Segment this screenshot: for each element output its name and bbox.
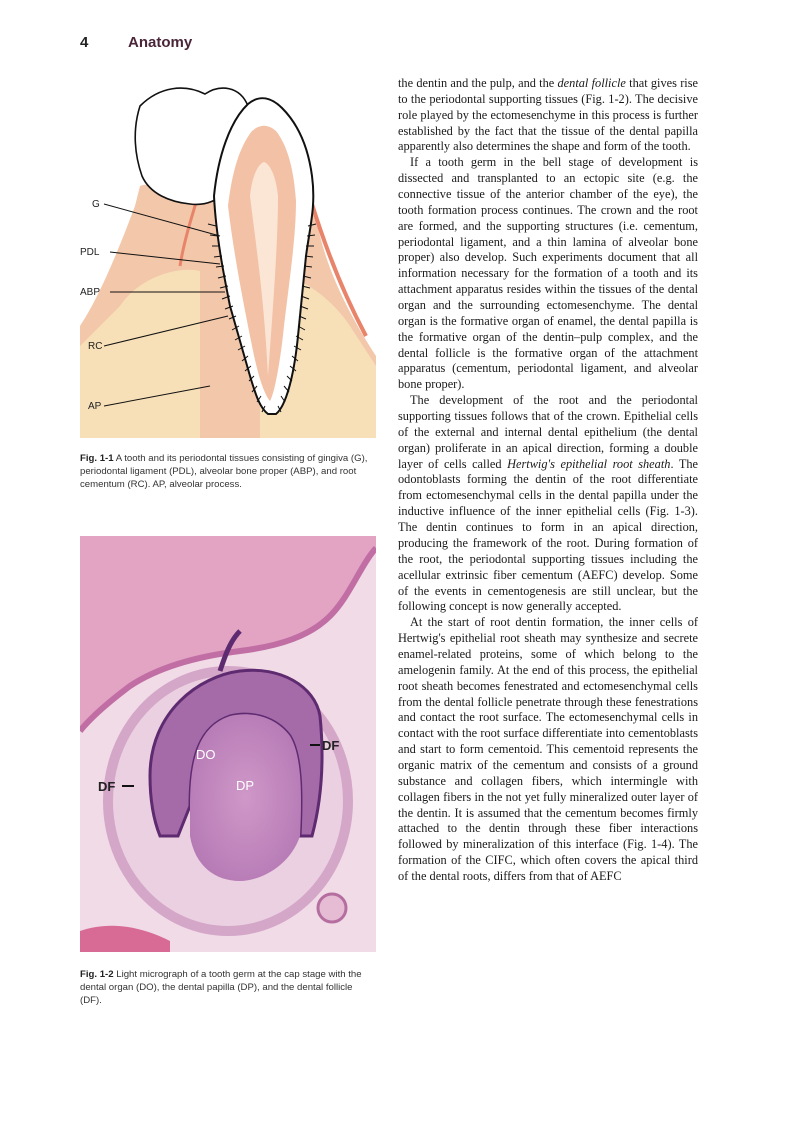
figure-1-1-tooth-diagram (80, 76, 376, 438)
paragraph-3: The development of the root and the periodontal supporting tissues follows that of the crown. Epithelial cells of the external and internal dental epithelium (the dental organ) proliferate in an apical direction, forming a double layer of cells called Hertwig's epithelial root sheath. The odontoblasts forming the dentin of the root differentiate from ectomesenchymal cells in the dental papilla under the inductive influence of the inner epithelial cells (Fig. 1-3). The dentin continues to form in an apical direction, producing the framework of the root. During formation of the root, the periodontal supporting tissues including the acellular extrinsic fiber cementum (AEFC) develop. Some of the events in cementogenesis are still unclear, but the following concept is now generally accepted. (398, 393, 699, 614)
running-title: Anatomy (128, 34, 193, 51)
label-DP: DP (236, 778, 255, 793)
label-DF-left: DF (98, 779, 116, 794)
paragraph-1: the dentin and the pulp, and the dental follicle that gives rise to the periodontal supporting tissues (Fig. 1-2). The decisive role played by the ectomesenchyme in this process is further established by the fact that the tissue of the dental papilla apparently also determines the shape and form of the tooth. (398, 76, 699, 154)
caption-label: Fig. 1-1 (80, 453, 114, 464)
label-RC: RC (88, 341, 103, 352)
label-DO: DO (196, 747, 216, 762)
page-number: 4 (80, 34, 89, 51)
paragraph-2: If a tooth germ in the bell stage of development is dissected and transplanted to an ectopic site (e.g. the connective tissue of the anterior chamber of the eye), the tooth formation process continues. The crown and the root are formed, and the supporting structures (i.e. cementum, periodontal ligament, and a thin lamina of alveolar bone proper) also develop. Such experiments document that all information necessary for the formation of a tooth and its attachment apparatus resides within the tissues of the dental organ and the surrounding ectomesenchyme. The dental organ is the formative organ of enamel, the dental papilla is the formative organ of the dentin–pulp complex, and the dental follicle is the formative organ of the attachment apparatus (cementum, periodontal ligament, and alveolar bone proper). (398, 155, 698, 392)
paragraph-4: At the start of root dentin formation, the inner cells of Hertwig's epithelial root sheath may synthesize and secrete enamel-related proteins, some of which belong to the amelogenin family. At the end of this process, the epithelial root sheath becomes fenestrated and ectomesenchymal cells from the dental follicle penetrate through these fenestrations and contact the root surface. The ectomesenchymal cells in contact with the root surface differentiate into cementoblasts and start to form cementoid. This cementoid represents the organic matrix of the cementum and consists of a ground substance and collagen fibers, which intermingle with collagen fibers in the not yet fully mineralized outer layer of the dentin. It is assumed that the cementum becomes firmly attached to the dentin through these fiber interactions followed by mineralization of this interface (Fig. 1-4). The formation of the CIFC, which often covers the apical third of the dental roots, differs from that of AEFC (398, 615, 698, 883)
label-G: G (92, 199, 100, 210)
page-header (80, 34, 192, 58)
vessel (318, 894, 346, 922)
figure-1-2-caption (80, 968, 372, 1008)
caption-label: Fig. 1-2 (80, 969, 114, 980)
body-text-column (398, 76, 698, 885)
dental-papilla (190, 714, 301, 881)
figure-1-1-caption (80, 452, 372, 492)
caption-text: Light micrograph of a tooth germ at the cap stage with the dental organ (DO), the dental papilla (DP), and the dental follicle (DF). (80, 969, 362, 1007)
label-AP: AP (88, 401, 102, 412)
caption-text: A tooth and its periodontal tissues consisting of gingiva (G), periodontal ligament (PDL), alveolar bone proper (ABP), and root cementum (RC). AP, alveolar process. (80, 453, 368, 491)
label-PDL: PDL (80, 247, 100, 258)
label-ABP: ABP (80, 287, 101, 298)
figure-1-2-micrograph (80, 536, 376, 952)
label-DF-right: DF (322, 738, 340, 753)
